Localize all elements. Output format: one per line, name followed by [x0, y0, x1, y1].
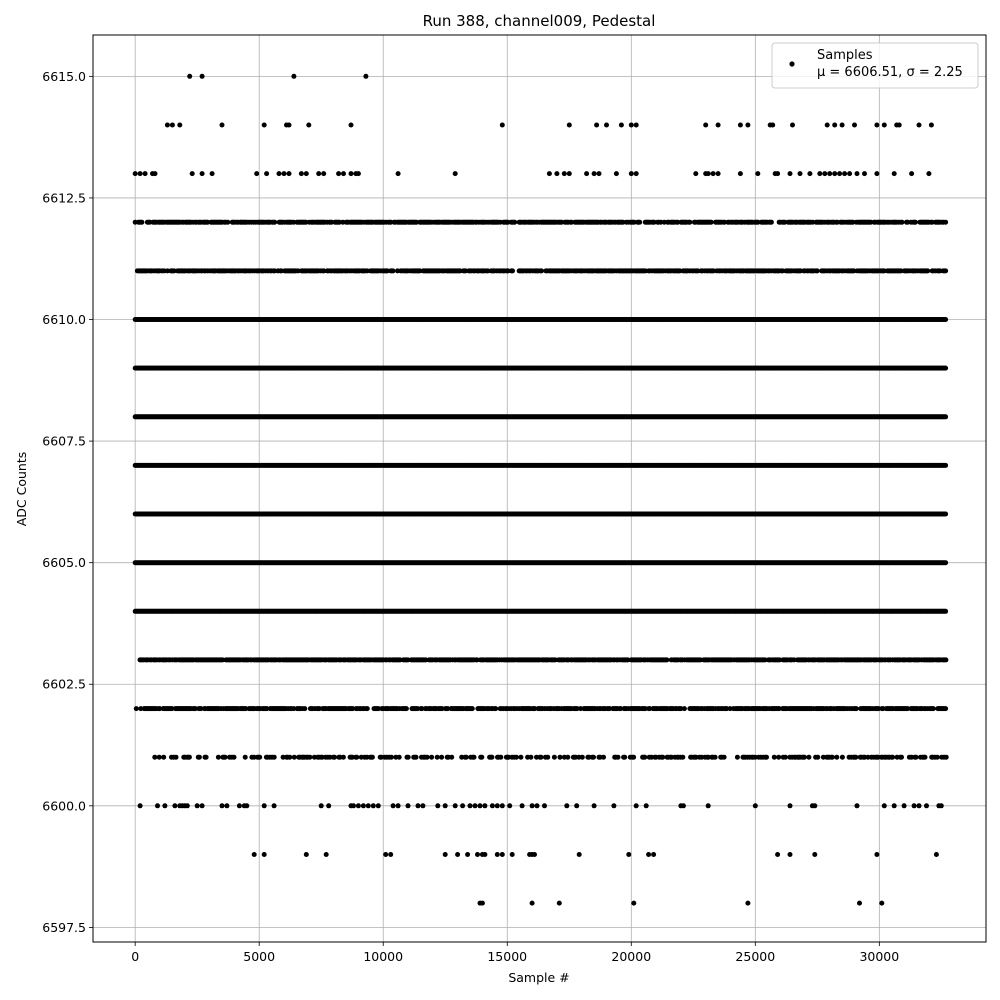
- data-point: [425, 755, 430, 760]
- data-point: [923, 755, 928, 760]
- data-point: [514, 755, 519, 760]
- data-point: [197, 755, 202, 760]
- data-point: [439, 755, 444, 760]
- data-point: [802, 755, 807, 760]
- data-point: [216, 755, 221, 760]
- data-point: [406, 755, 411, 760]
- data-point: [435, 755, 440, 760]
- data-point: [528, 755, 533, 760]
- data-point: [332, 755, 337, 760]
- data-point: [464, 755, 469, 760]
- data-point: [776, 755, 781, 760]
- data-point: [302, 706, 307, 711]
- data-point: [134, 706, 139, 711]
- data-point: [472, 755, 477, 760]
- data-point: [292, 755, 297, 760]
- data-point: [152, 755, 157, 760]
- data-point: [899, 755, 904, 760]
- data-point: [854, 706, 859, 711]
- data-point: [397, 755, 402, 760]
- data-point: [616, 755, 621, 760]
- data-point: [935, 755, 940, 760]
- data-point: [580, 755, 585, 760]
- data-point: [287, 755, 292, 760]
- data-point: [341, 755, 346, 760]
- data-point: [830, 755, 835, 760]
- data-point: [174, 755, 179, 760]
- data-point: [243, 755, 248, 760]
- data-point: [943, 463, 948, 468]
- data-point: [539, 755, 544, 760]
- data-point: [370, 755, 375, 760]
- data-point: [931, 706, 936, 711]
- data-point: [307, 755, 312, 760]
- data-point: [545, 755, 550, 760]
- data-point: [764, 755, 769, 760]
- data-point: [642, 755, 647, 760]
- data-point: [735, 755, 740, 760]
- data-point: [840, 755, 845, 760]
- data-point: [449, 755, 454, 760]
- data-point: [470, 706, 475, 711]
- data-point: [806, 755, 811, 760]
- data-point: [493, 706, 498, 711]
- data-point: [429, 755, 434, 760]
- data-point: [943, 657, 948, 662]
- data-point: [815, 755, 820, 760]
- data-point: [943, 609, 948, 614]
- data-point: [682, 706, 687, 711]
- data-point: [187, 755, 192, 760]
- data-point: [365, 706, 370, 711]
- data-point: [680, 755, 685, 760]
- data-point: [853, 755, 858, 760]
- data-point: [943, 512, 948, 517]
- data-point: [389, 755, 394, 760]
- data-point: [257, 755, 262, 760]
- data-point: [622, 755, 627, 760]
- data-point: [722, 755, 727, 760]
- data-point: [272, 755, 277, 760]
- data-point: [489, 755, 494, 760]
- data-point: [565, 755, 570, 760]
- data-point: [943, 706, 948, 711]
- data-point: [772, 755, 777, 760]
- data-point: [890, 755, 895, 760]
- data-point: [783, 755, 788, 760]
- data-point: [558, 755, 563, 760]
- data-point: [414, 755, 419, 760]
- data-point: [631, 755, 636, 760]
- data-point: [713, 755, 718, 760]
- data-point: [404, 706, 409, 711]
- data-point: [157, 755, 162, 760]
- chart-title: Run 388, channel009, Pedestal: [422, 12, 656, 30]
- data-point: [479, 755, 484, 760]
- data-point: [664, 657, 669, 662]
- data-point: [232, 755, 237, 760]
- data-point: [354, 755, 359, 760]
- data-point: [660, 755, 665, 760]
- data-point: [204, 755, 209, 760]
- data-point: [161, 755, 166, 760]
- data-point: [943, 560, 948, 565]
- data-point: [552, 755, 557, 760]
- data-point: [498, 755, 503, 760]
- data-point: [944, 755, 949, 760]
- data-point: [591, 755, 596, 760]
- data-point: [223, 755, 228, 760]
- data-point: [914, 755, 919, 760]
- data-point: [601, 755, 606, 760]
- data-point: [518, 755, 523, 760]
- data-point: [834, 755, 839, 760]
